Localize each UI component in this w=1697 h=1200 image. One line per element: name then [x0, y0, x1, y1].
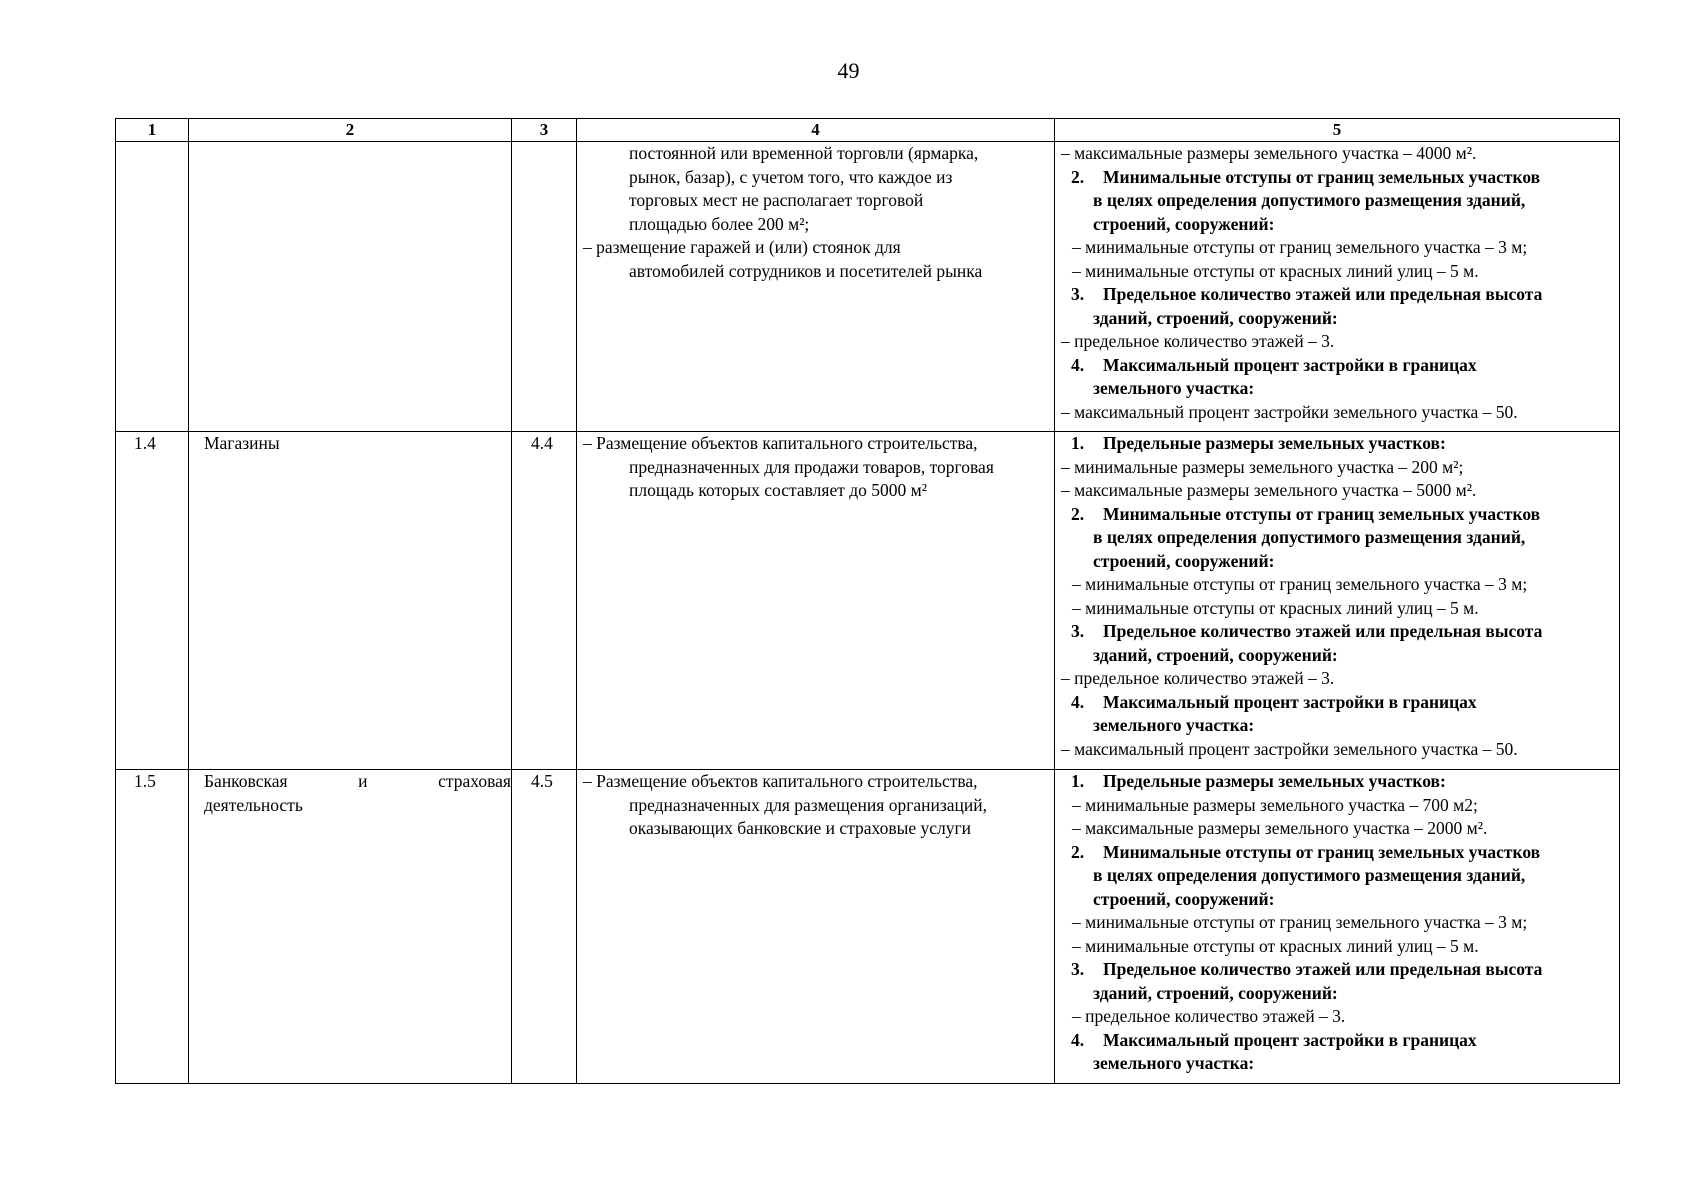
row-parameters [1055, 142, 1620, 432]
text-line: площадью более 200 м²; [629, 213, 810, 234]
list-item: – минимальные размеры земельного участка – 200 м²; [1061, 456, 1464, 477]
section-number: 3. [1071, 621, 1085, 641]
list-item: – минимальные отступы от границ земельного участка – 3 м; [1072, 574, 1528, 594]
section-heading [1061, 432, 1619, 456]
use-name-line-1 [204, 770, 511, 794]
section-title-continued: в целях определения допустимого размещения зданий, [1093, 865, 1526, 885]
section-number: 3. [1071, 284, 1085, 304]
section-title: Минимальные отступы от границ земельных участков [1103, 841, 1541, 862]
section-number: 2. [1071, 503, 1085, 524]
row-parameters [1055, 770, 1620, 1084]
row-classifier-code [512, 142, 577, 432]
table-row [116, 142, 1620, 432]
use-name-word: страховая [438, 771, 511, 791]
section-number: 3. [1071, 959, 1085, 979]
section-number: 2. [1071, 166, 1085, 187]
section-title: Предельные размеры земельных участков: [1103, 433, 1446, 453]
page-number: 49 [837, 58, 860, 83]
table-header-row [116, 119, 1620, 142]
section-heading [1061, 283, 1619, 307]
row-parameters [1055, 432, 1620, 770]
section-title: Максимальный процент застройки в границах [1103, 354, 1477, 375]
section-title-continued: в целях определения допустимого размещения зданий, [1093, 527, 1526, 547]
section-heading [1061, 166, 1619, 190]
list-item: – минимальные отступы от красных линий улиц – 5 м. [1072, 935, 1479, 956]
row-use-name: Магазины [189, 432, 512, 770]
section-heading [1061, 503, 1619, 527]
regulations-table [115, 118, 1620, 1084]
text-line: автомобилей сотрудников и посетителей рынка [629, 260, 983, 281]
list-item: – максимальный процент застройки земельного участка – 50. [1061, 401, 1518, 422]
section-heading [1061, 691, 1619, 715]
section-title: Максимальный процент застройки в границах [1103, 1029, 1477, 1050]
header-col-1: 1 [116, 119, 189, 142]
list-item: – предельное количество этажей – 3. [1072, 1006, 1346, 1026]
row-code [116, 142, 189, 432]
section-number: 4. [1071, 354, 1085, 375]
row-use-name [189, 770, 512, 1084]
section-number: 4. [1071, 1029, 1085, 1050]
row-code: 1.4 [116, 432, 189, 770]
section-number: 1. [1071, 433, 1085, 453]
text-line: площадь которых составляет до 5000 м² [629, 480, 927, 500]
table-row [116, 432, 1620, 770]
list-item: – предельное количество этажей – 3. [1061, 331, 1335, 351]
table-row [116, 770, 1620, 1084]
list-item: – предельное количество этажей – 3. [1061, 668, 1335, 688]
section-title-continued: строений, сооружений: [1093, 550, 1275, 571]
row-description [577, 432, 1055, 770]
row-description [577, 142, 1055, 432]
use-name-word: Банковская [204, 771, 288, 791]
list-item: – минимальные отступы от красных линий улиц – 5 м. [1072, 260, 1479, 281]
section-number: 2. [1071, 841, 1085, 862]
section-title: Минимальные отступы от границ земельных участков [1103, 166, 1541, 187]
section-title-continued: земельного участка: [1093, 378, 1255, 398]
section-title-continued: зданий, строений, сооружений: [1093, 307, 1338, 328]
section-heading [1061, 770, 1619, 794]
use-name-word: и [358, 771, 368, 791]
list-item: – минимальные размеры земельного участка – 700 м2; [1072, 794, 1478, 815]
section-title: Максимальный процент застройки в границах [1103, 691, 1477, 712]
list-item: – Размещение объектов капитального строительства, [583, 771, 978, 791]
text-line: оказывающих банковские и страховые услуги [629, 818, 972, 838]
header-col-4: 4 [577, 119, 1055, 142]
header-col-5: 5 [1055, 119, 1620, 142]
list-item: – минимальные отступы от границ земельного участка – 3 м; [1072, 912, 1528, 932]
section-heading [1061, 354, 1619, 378]
list-item: – максимальные размеры земельного участка – 2000 м². [1072, 818, 1488, 838]
row-description [577, 770, 1055, 1084]
section-title-continued: строений, сооружений: [1093, 213, 1275, 234]
use-name-line-2: деятельность [204, 794, 303, 815]
list-item: – минимальные отступы от границ земельного участка – 3 м; [1072, 237, 1528, 257]
section-title-continued: строений, сооружений: [1093, 888, 1275, 909]
list-item: – максимальные размеры земельного участка – 4000 м². [1061, 143, 1477, 163]
section-title: Предельные размеры земельных участков: [1103, 771, 1446, 791]
section-title-continued: зданий, строений, сооружений: [1093, 982, 1338, 1003]
section-number: 4. [1071, 691, 1085, 712]
list-item: – размещение гаражей и (или) стоянок для [583, 237, 901, 257]
row-use-name [189, 142, 512, 432]
text-line: постоянной или временной торговли (ярмарка, [629, 143, 979, 163]
section-heading [1061, 841, 1619, 865]
section-heading [1061, 958, 1619, 982]
header-col-2: 2 [189, 119, 512, 142]
text-line: торговых мест не располагает торговой [629, 190, 924, 210]
section-title: Предельное количество этажей или предельная высота [1103, 284, 1543, 304]
list-item: – максимальные размеры земельного участка – 5000 м². [1061, 480, 1477, 500]
section-title-continued: земельного участка: [1093, 1053, 1255, 1073]
section-title: Предельное количество этажей или предельная высота [1103, 621, 1543, 641]
section-title-continued: в целях определения допустимого размещения зданий, [1093, 190, 1526, 210]
text-line: предназначенных для размещения организаций, [629, 794, 988, 815]
section-title: Минимальные отступы от границ земельных участков [1103, 503, 1541, 524]
text-line: рынок, базар), с учетом того, что каждое из [629, 166, 953, 187]
section-heading [1061, 620, 1619, 644]
list-item: – максимальный процент застройки земельного участка – 50. [1061, 738, 1518, 759]
text-line: предназначенных для продажи товаров, торговая [629, 456, 994, 477]
section-heading [1061, 1029, 1619, 1053]
row-code: 1.5 [116, 770, 189, 1084]
row-classifier-code: 4.4 [512, 432, 577, 770]
section-number: 1. [1071, 771, 1085, 791]
list-item: – минимальные отступы от красных линий улиц – 5 м. [1072, 597, 1479, 618]
section-title-continued: зданий, строений, сооружений: [1093, 644, 1338, 665]
header-col-3: 3 [512, 119, 577, 142]
list-item: – Размещение объектов капитального строительства, [583, 433, 978, 453]
section-title-continued: земельного участка: [1093, 715, 1255, 735]
section-title: Предельное количество этажей или предельная высота [1103, 959, 1543, 979]
row-classifier-code: 4.5 [512, 770, 577, 1084]
